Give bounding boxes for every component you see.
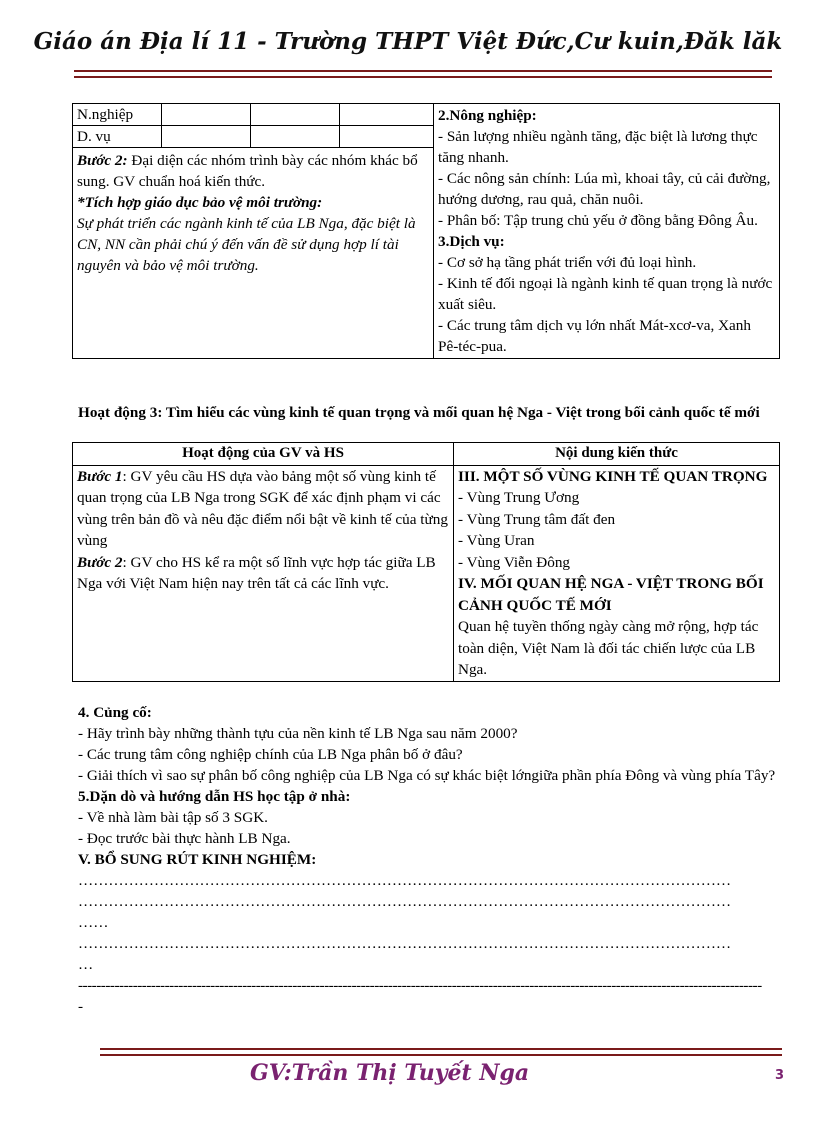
section-4-title: 4. Củng cố: [78, 704, 152, 721]
table-row [73, 104, 433, 126]
table1-left-cell [73, 104, 434, 359]
row-label: D. vụ [73, 126, 162, 148]
column-header: Nội dung kiến thức [454, 443, 780, 466]
env-title: *Tích hợp giáo dục bảo vệ môi trường: [77, 194, 323, 211]
heading-agriculture: 2.Nông nghiệp: [438, 107, 537, 124]
header-rule [74, 70, 772, 78]
table1-right-cell [434, 104, 780, 359]
list-item: - Cơ sở hạ tầng phát triển với đủ loại hình. [438, 254, 697, 271]
list-item: - Vùng Uran [458, 532, 535, 549]
content-table-1 [72, 103, 780, 359]
dashed-line: - [78, 998, 84, 1015]
heading-regions: III. MỘT SỐ VÙNG KINH TẾ QUAN TRỌNG [458, 467, 768, 485]
env-text: Sự phát triển các ngành kinh tế của LB Nga, đặc biệt là CN, NN cần phải chú ý đến vấn đề sử dụng hợp lí tài nguyên và bảo vệ môi trường. [77, 215, 416, 274]
list-item: - Giải thích vì sao sự phân bố công nghiệp của LB Nga có sự khác biệt lớngiữa phần phía Đông và vùng phía Tây? [78, 767, 776, 784]
dotted-line: … [78, 956, 94, 973]
list-item: - Vùng Viễn Đông [458, 553, 571, 571]
step-label: Bước 2: [77, 152, 128, 169]
teacher-name: GV:Trần Thị Tuyết Nga [250, 1060, 530, 1086]
list-item: - Về nhà làm bài tập số 3 SGK. [78, 809, 268, 826]
list-item: - Các trung tâm dịch vụ lớn nhất Mát-xcơ-va, Xanh Pê-téc-pua. [438, 317, 751, 355]
page-number: 3 [775, 1068, 785, 1083]
heading-relations: IV. MỐI QUAN HỆ NGA - VIỆT TRONG BỐI CẢNH QUỐC TẾ MỚI [458, 575, 764, 614]
list-item: - Đọc trước bài thực hành LB Nga. [78, 830, 291, 847]
closing-sections [78, 702, 788, 1017]
dashed-line: ------------------------------------------------------------------------------------------------------------------------------------------------------ [78, 977, 762, 994]
row-label: N.nghiệp [73, 104, 162, 126]
table-row [73, 126, 433, 148]
dotted-line: ………………………………………………………………………………………………………………… [78, 935, 732, 952]
dotted-line: …… [78, 914, 109, 931]
list-item: - Phân bố: Tập trung chủ yếu ở đồng bằng Đông Âu. [438, 212, 758, 229]
list-item: - Hãy trình bày những thành tựu của nền kinh tế LB Nga sau năm 2000? [78, 725, 518, 742]
page-header-title: Giáo án Địa lí 11 - Trường THPT Việt Đức,Cư kuin,Đăk lăk [33, 28, 783, 55]
list-item: - Vùng Trung tâm đất đen [458, 510, 616, 528]
relations-text: Quan hệ tuyền thống ngày càng mở rộng, hợp tác toàn diện, Việt Nam là đối tác chiến lược của LB Nga. [458, 618, 759, 678]
list-item: - Các nông sản chính: Lúa mì, khoai tây, củ cải đường, hướng dương, rau quả, chăn nuôi. [438, 170, 771, 208]
list-item: - Sản lượng nhiều ngành tăng, đặc biệt là lương thực tăng nhanh. [438, 128, 758, 166]
activity-3-heading: Hoạt động 3: Tìm hiểu các vùng kinh tế quan trọng và mối quan hệ Nga - Việt trong bối cảnh quốc tế mới [78, 404, 760, 421]
section-v-title: V. BỔ SUNG RÚT KINH NGHIỆM: [78, 851, 317, 868]
sector-table [73, 104, 433, 148]
list-item: - Vùng Trung Ương [458, 489, 580, 506]
column-header: Hoạt động của GV và HS [73, 443, 454, 466]
content-table-2 [72, 442, 780, 682]
step-2-paragraph: Bước 2: Đại diện các nhóm trình bày các nhóm khác bổ sung. GV chuẩn hoá kiến thức. [77, 152, 418, 190]
list-item: - Các trung tâm công nghiệp chính của LB Nga phân bố ở đâu? [78, 746, 463, 763]
footer-rule [100, 1048, 782, 1056]
step-1-paragraph: Bước 1: GV yêu cầu HS dựa vào bảng một số vùng kinh tế quan trọng của LB Nga trong SGK để xác định phạm vi các vùng trên bản đồ và nêu đặc điểm nổi bật về kinh tế của từng vùng [77, 467, 448, 549]
list-item: - Kinh tế đối ngoại là ngành kinh tế quan trọng là nước xuất siêu. [438, 275, 773, 313]
table2-right-cell [454, 465, 780, 681]
dotted-line: ………………………………………………………………………………………………………………… [78, 893, 732, 910]
table2-left-cell [73, 465, 454, 681]
dotted-line: ………………………………………………………………………………………………………………… [78, 872, 732, 889]
step-2-paragraph: Bước 2: GV cho HS kể ra một số lĩnh vực hợp tác giữa LB Nga với Việt Nam hiện nay trên tất cả các lĩnh vực. [77, 553, 436, 592]
section-5-title: 5.Dặn dò và hướng dẫn HS học tập ở nhà: [78, 788, 351, 805]
heading-services: 3.Dịch vụ: [438, 233, 505, 250]
